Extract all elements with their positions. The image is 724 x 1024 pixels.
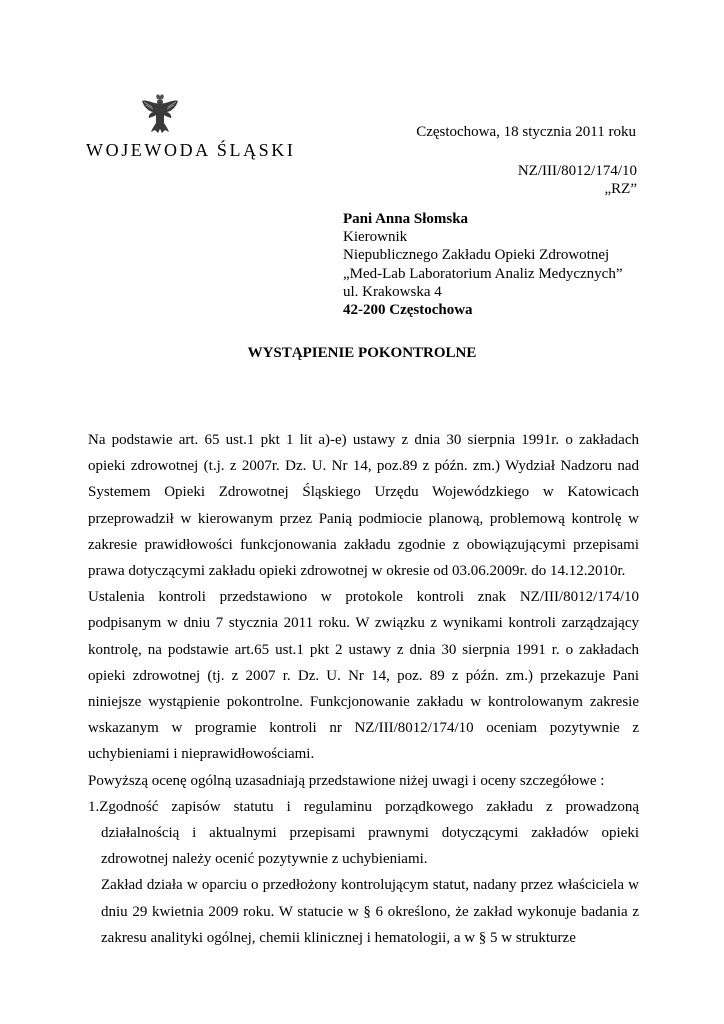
body-paragraph: Ustalenia kontroli przedstawiono w protokole kontroli znak NZ/III/8012/174/10 podpisanym w dniu 7 stycznia 2011 roku. W związku z wynikami kontroli zarządzający kontrolę, na podstawie art.65 ust.1 pkt 2 ustawy z dnia 30 sierpnia 1991 r. o zakładach opieki zdrowotnej (tj. z 2007 r. Dz. U. Nr 14, poz. 89 z późn. zm.) przekazuje Pani niniejsze wystąpienie pokontrolne. Funkcjonowanie zakładu w kontrolowanym zakresie wskazanym w programie kontroli nr NZ/III/8012/174/10 oceniam pozytywnie z uchybieniami i nieprawidłowościami. [88, 589, 639, 763]
eagle-emblem-icon [140, 93, 180, 137]
recipient-org-line2: „Med-Lab Laboratorium Analiz Medycznych” [343, 265, 623, 282]
case-signature: NZ/III/8012/174/10 [517, 163, 637, 179]
author-initials: „RZ” [604, 181, 637, 197]
place-and-date: Częstochowa, 18 stycznia 2011 roku [416, 124, 636, 140]
letter-body [88, 427, 639, 951]
recipient-city: 42-200 Częstochowa [343, 302, 473, 319]
document-title: WYSTĄPIENIE POKONTROLNE [247, 345, 477, 361]
body-paragraph: Na podstawie art. 65 ust.1 pkt 1 lit a)-e) ustawy z dnia 30 sierpnia 1991r. o zakładach opieki zdrowotnej (t.j. z 2007r. Dz. U. Nr 14, poz.89 z późn. zm.) Wydział Nadzoru nad Systemem Opieki Zdrowotnej Śląskiego Urzędu Wojewódzkiego w Katowicach przeprowadził w kierowanym przez Panią podmiocie planową, problemową kontrolę w zakresie prawidłowości funkcjonowania zakładu zgodnie z obowiązującymi przepisami prawa dotyczącymi zakładu opieki zdrowotnej w okresie od 03.06.2009r. do 14.12.2010r. [88, 432, 639, 580]
recipient-street: ul. Krakowska 4 [343, 283, 442, 300]
recipient-name: Pani Anna Słomska [343, 211, 469, 227]
body-paragraph: Powyższą ocenę ogólną uzasadniają przedstawione niżej uwagi i oceny szczegółowe : [88, 772, 605, 789]
office-name: WOJEWODA ŚLĄSKI [86, 140, 296, 160]
list-item: 1.Zgodność zapisów statutu i regulaminu porządkowego zakładu z prowadzoną działalnością i aktualnymi przepisami prawnymi dotyczącymi zakładów opieki zdrowotnej należy ocenić pozytywnie z uchybieniami. [88, 798, 639, 868]
body-paragraph: Zakład działa w oparciu o przedłożony kontrolującym statut, nadany przez właściciela w dniu 29 kwietnia 2009 roku. W statucie w § 6 określono, że zakład wykonuje badania z zakresu analityki ogólnej, chemii klinicznej i hematologii, a w § 5 w strukturze [101, 877, 639, 946]
recipient-address [343, 210, 622, 319]
recipient-org-line1: Niepublicznego Zakładu Opieki Zdrowotnej [343, 247, 610, 264]
recipient-role: Kierownik [343, 229, 408, 246]
